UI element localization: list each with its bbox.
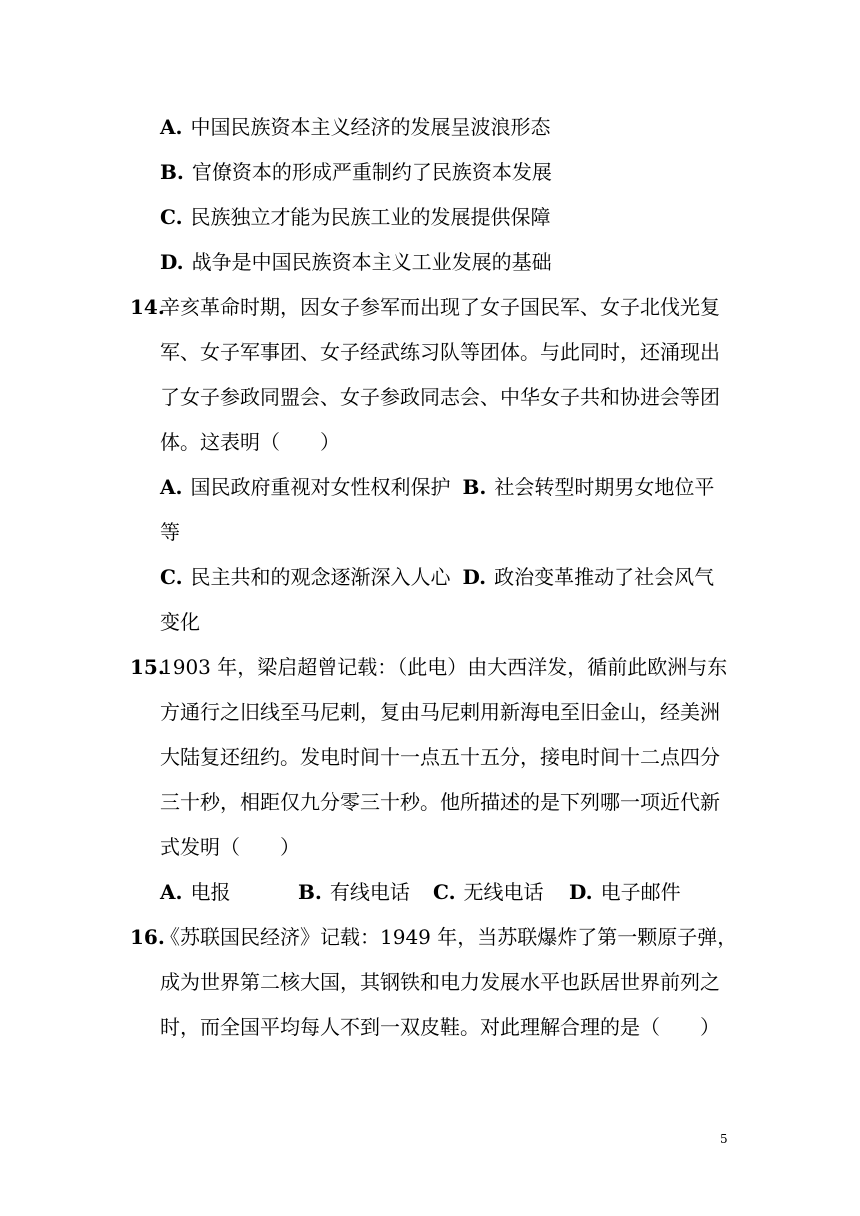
- option-text: 社会转型时期男女地位平: [494, 475, 715, 499]
- option-text: 国民政府重视对女性权利保护: [190, 475, 451, 499]
- q15-option-d: [569, 879, 681, 905]
- q14-number: 14.: [130, 295, 165, 319]
- option-label: C.: [160, 205, 183, 229]
- page-number: 5: [720, 1132, 728, 1146]
- option-label: A.: [160, 475, 183, 499]
- q15-stem-line: 1903 年，梁启超曾记载：（此电）由大西洋发，循前此欧洲与东: [160, 655, 728, 679]
- option-text: 中国民族资本主义经济的发展呈波浪形态: [190, 115, 551, 139]
- option-text: 电子邮件: [600, 880, 681, 904]
- option-label: B.: [298, 880, 322, 904]
- option-label: D.: [462, 565, 487, 589]
- q16-stem-line: 时，而全国平均每人不到一双皮鞋。对此理解合理的是（ ）: [160, 1015, 720, 1039]
- q14-option-d-wrap: 变化: [160, 610, 200, 634]
- q13-option-a: [160, 114, 550, 140]
- option-text: 民族独立才能为民族工业的发展提供保障: [190, 205, 551, 229]
- option-text: 电报: [190, 880, 231, 904]
- q14-stem-line: 体。这表明（ ）: [160, 430, 340, 454]
- q14-options-row-1: [160, 474, 714, 500]
- q15-stem-line: 三十秒，相距仅九分零三十秒。他所描述的是下列哪一项近代新: [160, 790, 720, 814]
- option-label: B.: [462, 475, 487, 499]
- q16-stem-line: 《苏联国民经济》记载：1949 年，当苏联爆炸了第一颗原子弹，: [160, 925, 738, 949]
- q15-stem-line: 大陆复还纽约。发电时间十一点五十五分，接电时间十二点四分: [160, 745, 720, 769]
- option-text: 民主共和的观念逐渐深入人心: [190, 565, 451, 589]
- q16-number: 16.: [130, 925, 165, 949]
- q13-option-b: [160, 159, 552, 185]
- option-text: 政治变革推动了社会风气: [494, 565, 715, 589]
- q14-stem-line: 了女子参政同盟会、女子参政同志会、中华女子共和协进会等团: [160, 385, 720, 409]
- q15-option-c: [433, 879, 544, 905]
- q14-option-b-wrap: 等: [160, 520, 180, 544]
- q15-option-a: [160, 879, 230, 905]
- option-text: 战争是中国民族资本主义工业发展的基础: [191, 250, 552, 274]
- option-text: 无线电话: [463, 880, 544, 904]
- q16-stem-line: 成为世界第二核大国，其钢铁和电力发展水平也跃居世界前列之: [160, 970, 720, 994]
- option-label: C.: [160, 565, 183, 589]
- q14-options-row-2: [160, 564, 714, 590]
- q15-option-b: [298, 879, 410, 905]
- option-text: 有线电话: [329, 880, 410, 904]
- q14-stem-line: 军、女子军事团、女子经武练习队等团体。与此同时，还涌现出: [160, 340, 720, 364]
- option-label: D.: [160, 250, 184, 274]
- option-label: A.: [160, 115, 183, 139]
- q13-option-d: [160, 249, 552, 275]
- q14-stem-line: 辛亥革命时期，因女子参军而出现了女子国民军、女子北伐光复: [160, 295, 720, 319]
- option-label: A.: [160, 880, 183, 904]
- q13-option-c: [160, 204, 551, 230]
- option-text: 官僚资本的形成严重制约了民族资本发展: [191, 160, 552, 184]
- option-label: B.: [160, 160, 184, 184]
- q15-stem-line: 方通行之旧线至马尼剌，复由马尼剌用新海电至旧金山，经美洲: [160, 700, 720, 724]
- option-label: D.: [569, 880, 593, 904]
- option-label: C.: [433, 880, 456, 904]
- q15-stem-line: 式发明（ ）: [160, 835, 300, 859]
- q15-number: 15.: [130, 655, 165, 679]
